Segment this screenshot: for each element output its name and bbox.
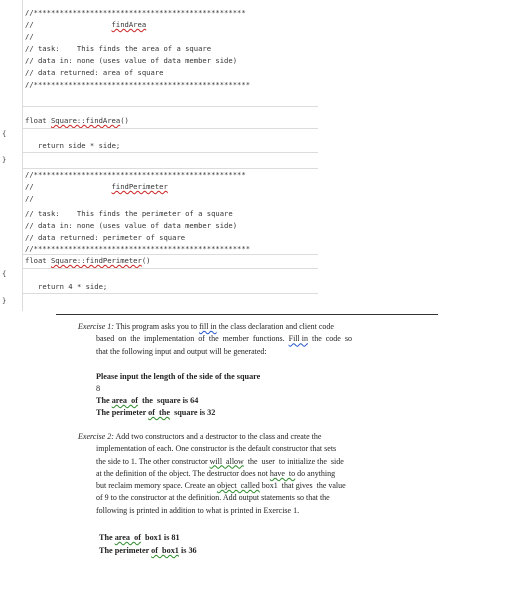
comment-line: // task: This finds the area of a square: [25, 44, 212, 53]
code-rule: [22, 168, 318, 169]
comment-line: //: [25, 32, 34, 41]
code-rule: [22, 128, 318, 129]
code-listing: [0, 0, 318, 311]
code-rule: [22, 106, 318, 107]
function-body: return side * side;: [38, 141, 121, 150]
comment-line: // data in: none (uses value of data member side): [25, 56, 238, 65]
function-title-findarea: findArea: [111, 20, 147, 29]
code-rule: [22, 293, 318, 294]
output-perimeter: The perimeter of the square is 32: [96, 408, 216, 417]
comment-line: // data in: none (uses value of data member side): [25, 221, 238, 230]
comment-line: //*************************************************: [25, 170, 246, 179]
code-rule: [22, 268, 318, 269]
output-area: The area of the square is 64: [96, 396, 199, 405]
comment-line: // data returned: area of square: [25, 68, 164, 77]
exercise-2-text: Exercise 2: Add two constructors and a destructor to the class and create the implementation of each. One constructor is the default constructor that sets the side to 1. The other constructor will allow the user to initialize the side at the definition of the object. The destructor does not have to do anything but reclaim memory space. Create an object called box1 that gives the value of 9 to the constructor at the definition. Add output statements so that the following is printed in addition to what is printed in Exercise 1.: [78, 432, 346, 515]
function-signature: float Square::findPerimeter(): [25, 256, 151, 265]
output-box1-area: The area of box1 is 81: [99, 533, 180, 542]
sample-prompt: Please input the length of the side of the square: [96, 372, 261, 381]
function-signature: float Square::findArea(): [25, 116, 129, 125]
close-brace: }: [2, 296, 7, 305]
output-box1-perimeter: The perimeter of box1 is 36: [99, 546, 197, 555]
function-title-findperimeter: findPerimeter: [111, 182, 168, 191]
comment-line: //*************************************************: [25, 8, 246, 17]
exercise-1-text: Exercise 1: This program asks you to fill in the class declaration and client code based on the implementation of the member functions. Fill in the code so that the following input and output will be generated:: [78, 322, 352, 356]
comment-line: // findArea: [25, 20, 147, 29]
function-body: return 4 * side;: [38, 282, 108, 291]
exercise-2-label: Exercise 2:: [78, 432, 114, 441]
comment-line: //**************************************************: [25, 244, 251, 253]
close-brace: }: [2, 155, 7, 164]
comment-line: // task: This finds the perimeter of a square: [25, 209, 233, 218]
code-rule: [22, 254, 318, 255]
open-brace: {: [2, 269, 7, 278]
comment-line: // findPerimeter: [25, 182, 168, 191]
section-divider: [56, 314, 438, 315]
exercise-1-label: Exercise 1:: [78, 322, 114, 331]
open-brace: {: [2, 129, 7, 138]
comment-line: //: [25, 194, 34, 203]
code-rule: [22, 152, 318, 153]
comment-line: //**************************************************: [25, 80, 251, 89]
sample-input: 8: [96, 384, 101, 393]
comment-line: // data returned: perimeter of square: [25, 233, 186, 242]
